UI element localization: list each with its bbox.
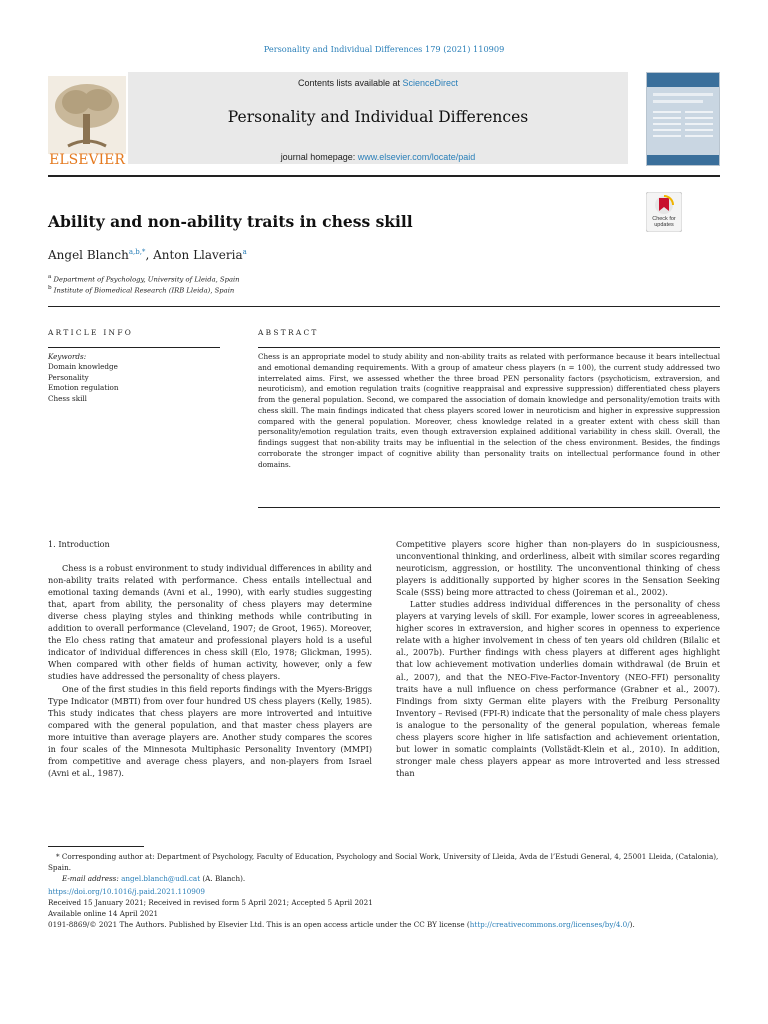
homepage-prefix: journal homepage: [280, 152, 358, 162]
header-rule [48, 175, 720, 177]
keywords-block [48, 352, 118, 404]
author-name[interactable]: Anton Llaveria [153, 248, 243, 262]
affiliation [48, 285, 234, 294]
article-info-heading: ARTICLE INFO [48, 328, 134, 337]
journal-cover-thumbnail[interactable] [646, 72, 720, 166]
author-name[interactable]: Angel Blanch [48, 248, 129, 262]
cover-image [647, 73, 719, 165]
section-heading-introduction: 1. Introduction [48, 539, 110, 549]
check-updates-label: Check for updates [652, 216, 676, 228]
abstract-bottom-rule [258, 507, 720, 508]
affiliation-text: Department of Psychology, University of Lleida, Spain [53, 275, 240, 284]
license-suffix: ). [629, 919, 635, 929]
email-label: E-mail address: [62, 873, 122, 883]
footnotes [48, 852, 720, 931]
affiliation [48, 274, 240, 283]
elsevier-wordmark: ELSEVIER [49, 152, 125, 166]
abstract-heading: ABSTRACT [258, 328, 319, 337]
author-affiliation-marks[interactable]: a,b,* [128, 248, 146, 256]
corresponding-author-note: * Corresponding author at: Department of Psychology, Faculty of Education, Psychology and Social Work, University of Lleida, Avda de l’Estudi General, 4, 25001 Lleida, (Catalonia), Spain. [48, 852, 719, 872]
running-head[interactable]: Personality and Individual Differences 179 (2021) 110909 [263, 44, 505, 54]
keyword-item: Emotion regulation [48, 383, 119, 393]
affiliation-text: Institute of Biomedical Research (IRB Lleida), Spain [53, 286, 235, 295]
email-suffix: (A. Blanch). [200, 873, 246, 883]
journal-masthead [48, 70, 628, 168]
body-paragraph: Latter studies address individual differences in the personality of chess players at varying levels of skill. For example, lower scores in agreeableness, higher scores in extraversion, and higher scores in openness to experience relate with a higher involvement in chess of ten years old children (Bilalic et al., 2007b). Further findings with chess players at different ages highlight that low achievement motivation underlies domain withdrawal (de Bruin et al., 2007), and that the NEO-Five-Factor-Inventory (NEO-FFI) personality traits have a null influence on chess performance (Grabner et al., 2007). Findings from sixty German elite players with the Freiburg Personality Inventory – Revised (FPI-R) indicate that the personality of male chess players is analogue to the personality of the general population, whereas female chess players score higher in life satisfaction and achievement orientation, but lower in somatic complaints (Vollstädt-Klein et al., 2010). In addition, stronger male chess players appear as more introverted and less stressed than [396, 599, 720, 778]
journal-title[interactable]: Personality and Individual Differences [227, 108, 529, 126]
elsevier-logo[interactable] [48, 76, 126, 166]
abstract-text: Chess is an appropriate model to study ability and non-ability traits as related with performance because it bears intellectual and emotional demanding requirements. With a group of amateur chess players (n = 100), the current study addressed two interrelated aims. First, we assessed whether the three broad PEN personality factors (psychoticism, extraversion, and neuroticism), and emotion regulation traits (cognitive reappraisal and expressive suppression) differentiated chess players from the general population. Second, we compared the association of domain knowledge and personality/emotion traits with chess skill. The main findings indicated that chess players scored lower in neuroticism and higher in expressive suppression compared with the general population. Moreover, chess knowledge related in a greater extent with chess skill than personality/emotion regulation traits, even though extraversion explained additional variability in chess skill. Overall, the findings suggest that non-ability traits may be influential in the selection of the chess environment. Besides, the findings corroborate the stronger impact of cognitive ability than personality traits on intellectual performance found in other domains. [258, 352, 720, 469]
homepage-link[interactable]: www.elsevier.com/locate/paid [357, 152, 476, 162]
contents-prefix: Contents lists available at [297, 78, 403, 88]
affiliation-mark: b [48, 285, 52, 291]
doi-link[interactable]: https://doi.org/10.1016/j.paid.2021.110909 [48, 887, 205, 897]
elsevier-tree-icon [48, 76, 126, 166]
contents-line [128, 78, 628, 88]
keywords-label: Keywords: [48, 352, 87, 361]
body-paragraph: Competitive players score higher than non-players do in suspiciousness, unconventional thinking, and orderliness, albeit with similar scores regarding neuroticism, aggression, or hostility. The unconventional thinking of chess players is additionally supported by higher scores in the Sensation Seeking Scale (SSS) being more attracted to chess (Joireman et al., 2002). [396, 539, 720, 598]
keyword-item: Chess skill [48, 393, 87, 403]
keyword-item: Personality [48, 372, 89, 382]
sciencedirect-link[interactable]: ScienceDirect [402, 78, 459, 88]
article-title: Ability and non-ability traits in chess skill [48, 212, 413, 231]
body-column-right [396, 538, 720, 779]
article-info-rule [48, 347, 220, 348]
email-link[interactable]: angel.blanch@udl.cat [121, 873, 201, 883]
author-affiliation-marks[interactable]: a [242, 248, 247, 256]
section-rule [48, 306, 720, 307]
body-column-left [48, 538, 372, 779]
license-link[interactable]: http://creativecommons.org/licenses/by/4.0/ [469, 919, 630, 929]
available-online-date: Available online 14 April 2021 [48, 908, 159, 918]
license-line [48, 920, 720, 931]
footnote-rule [48, 846, 144, 847]
email-line [48, 874, 720, 885]
homepage-line [128, 152, 628, 162]
affiliation-mark: a [48, 274, 52, 280]
body-paragraph: Chess is a robust environment to study individual differences in ability and non-ability traits related with performance. Chess entails intellectual and emotional taxing demands (Avni et al., 1990), with early studies suggesting that, apart from ability, the personality of chess players may determine diverse chess playing styles and thinking methods while contributing in addition to overall performance (Cleveland, 1907; de Groot, 1965). Moreover, the Elo chess rating that amateur and professional players hold is a useful indicator of individual differences in chess skill (Elo, 1978; Glickman, 1995). When compared with other fields of human activity, however, only a few studies have addressed the personality of chess players. [48, 563, 372, 682]
abstract-rule [258, 347, 720, 348]
keyword-item: Domain knowledge [48, 362, 118, 372]
author-list: Angel Blanch$^{a,b,*}$, Anton Llaveria$^a$ [48, 248, 247, 262]
check-for-updates-badge[interactable] [646, 192, 682, 232]
license-prefix: 0191-8869/© 2021 The Authors. Published by Elsevier Ltd. This is an open access article under the CC BY license ( [48, 919, 470, 929]
received-dates: Received 15 January 2021; Received in revised form 5 April 2021; Accepted 5 April 2021 [48, 898, 373, 908]
body-paragraph: One of the first studies in this field reports findings with the Myers-Briggs Type Indicator (MBTI) from over four hundred US chess players (Kelly, 1985). This study indicates that chess players are more introverted and intuitive compared with the general population, and that master chess players are more intuitive than average players are. Another study compares the scores in four scales of the Minnesota Multiphasic Personality Inventory (MMPI) from competitive and average chess players, and non-players from Israel (Avni et al., 1987). [48, 683, 372, 778]
